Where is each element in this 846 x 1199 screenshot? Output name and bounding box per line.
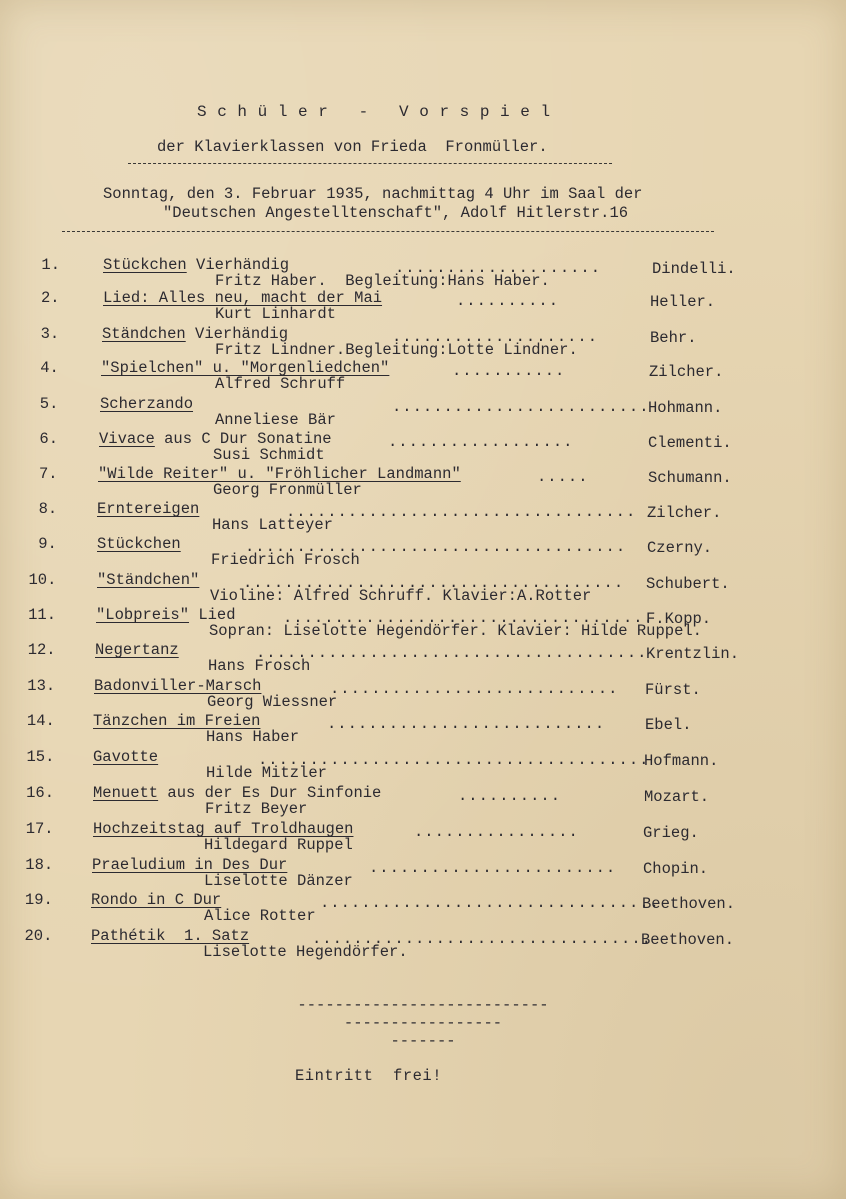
leader-dots: ......................................: [256, 644, 648, 662]
header-rule-1: [128, 163, 612, 164]
date-line-1: Sonntag, den 3. Februar 1935, nachmittag 4 Uhr im Saal der: [103, 185, 643, 203]
item-number: 18.: [25, 856, 54, 874]
piece-title: "Wilde Reiter" u. "Fröhlicher Landmann": [98, 465, 461, 483]
item-number: 1.: [41, 256, 60, 274]
item-number: 10.: [28, 571, 57, 589]
piece-note: aus C Dur Sonatine: [154, 430, 332, 448]
piece-title: Pathétik 1. Satz: [91, 927, 250, 945]
leader-dots: ............................: [330, 680, 619, 698]
composer: Zilcher.: [647, 504, 722, 522]
performer: Alice Rotter: [204, 907, 316, 925]
composer: Grieg.: [643, 824, 699, 842]
piece-note: aus der Es Dur Sinfonie: [158, 784, 382, 802]
piece-title: Ständchen: [102, 325, 186, 343]
leader-dots: ........................: [369, 859, 617, 877]
piece-line: [97, 535, 181, 553]
leader-dots: .....................................: [245, 538, 627, 556]
piece-title: Tänzchen im Freien: [93, 712, 261, 730]
footer-rule-3: -------: [390, 1032, 456, 1050]
performer: Fritz Beyer: [205, 800, 308, 818]
piece-title: Vivace: [99, 430, 155, 448]
item-number: 9.: [38, 535, 57, 553]
composer: Czerny.: [647, 539, 713, 557]
performer: Liselotte Hegendörfer.: [203, 943, 408, 961]
item-number: 17.: [25, 820, 54, 838]
leader-dots: ....................: [392, 328, 599, 346]
item-number: 19.: [24, 891, 53, 909]
performer: Violine: Alfred Schruff. Klavier:A.Rotter: [210, 587, 592, 605]
item-number: 6.: [39, 430, 58, 448]
item-number: 11.: [28, 606, 56, 624]
piece-line: [93, 748, 158, 766]
piece-line: [97, 571, 199, 589]
performer: Anneliese Bär: [215, 411, 336, 429]
performer: Hans Latteyer: [212, 516, 333, 534]
footer-rule-2: -----------------: [343, 1014, 503, 1032]
item-number: 20.: [24, 927, 53, 945]
performer: Hildegard Ruppel: [204, 836, 353, 854]
item-number: 2.: [40, 289, 60, 307]
piece-note: Lied: [189, 606, 236, 624]
document-title: S c h ü l e r - V o r s p i e l: [197, 103, 551, 121]
performer: Georg Fronmüller: [213, 481, 362, 499]
performer: Kurt Linhardt: [215, 305, 336, 323]
composer: Ebel.: [645, 716, 692, 734]
leader-dots: ................: [414, 823, 579, 841]
leader-dots: ....................................: [283, 609, 654, 627]
item-number: 13.: [27, 677, 56, 695]
performer: Hans Haber: [206, 728, 300, 746]
document-subtitle: der Klavierklassen von Frieda Fronmüller.: [157, 138, 548, 156]
composer: Beethoven.: [642, 895, 736, 913]
composer: Beethoven.: [641, 931, 735, 949]
composer: Chopin.: [643, 860, 709, 878]
leader-dots: ..................: [388, 433, 574, 451]
item-number: 8.: [38, 500, 58, 518]
performer: Hilde Mitzler: [206, 764, 327, 782]
piece-line: [95, 641, 179, 659]
item-number: 3.: [40, 325, 60, 343]
piece-title: "Spielchen" u. "Morgenliedchen": [101, 359, 390, 377]
leader-dots: .................................: [320, 894, 660, 912]
piece-note: Vierhändig: [186, 256, 290, 274]
date-line-2: "Deutschen Angestelltenschaft", Adolf Hitlerstr.16: [163, 204, 629, 222]
performer: Fritz Lindner.Begleitung:Lotte Lindner.: [215, 341, 578, 359]
composer: Dindelli.: [652, 260, 736, 278]
piece-title: Stückchen: [103, 256, 187, 274]
composer: Zilcher.: [649, 363, 724, 381]
composer: Schubert.: [646, 575, 730, 593]
composer: Krentzlin.: [646, 645, 740, 663]
piece-title: Praeludium in Des Dur: [92, 856, 288, 874]
performer: Hans Frosch: [208, 657, 311, 675]
composer: Schumann.: [648, 469, 732, 487]
piece-title: "Lobpreis": [96, 606, 190, 624]
piece-title: Menuett: [93, 784, 159, 802]
leader-dots: ....................: [395, 259, 602, 277]
piece-title: Hochzeitstag auf Troldhaugen: [93, 820, 354, 838]
item-number: 15.: [26, 748, 55, 766]
performer: Susi Schmidt: [213, 446, 325, 464]
leader-dots: ..........: [458, 787, 562, 805]
piece-title: "Ständchen": [97, 571, 200, 589]
item-number: 16.: [26, 784, 54, 802]
composer: Clementi.: [648, 434, 732, 452]
piece-title: Gavotte: [93, 748, 159, 766]
performer: Sopran: Liselotte Hegendörfer. Klavier: Hilde Ruppel.: [209, 622, 702, 640]
piece-note: Vierhändig: [185, 325, 289, 343]
item-number: 7.: [38, 465, 58, 483]
piece-title: Rondo in C Dur: [91, 891, 222, 909]
composer: Behr.: [650, 329, 697, 347]
header-rule-2: [62, 231, 714, 232]
piece-line: [97, 500, 199, 518]
piece-title: Lied: Alles neu, macht der Mai: [103, 289, 383, 307]
performer: Alfred Schruff: [215, 375, 346, 393]
piece-title: Stückchen: [97, 535, 181, 553]
piece-line: [100, 395, 193, 413]
piece-line: [91, 891, 221, 909]
leader-dots: .....: [537, 468, 589, 486]
footer-rule-1: ---------------------------: [297, 996, 549, 1014]
performer: Fritz Haber. Begleitung:Hans Haber.: [215, 272, 550, 290]
composer: Fürst.: [645, 681, 701, 699]
leader-dots: ..................................: [286, 503, 637, 521]
piece-title: Scherzando: [100, 395, 194, 413]
item-number: 12.: [27, 641, 56, 659]
item-number: 5.: [39, 395, 59, 413]
leader-dots: .....................................: [243, 574, 625, 592]
item-number: 14.: [26, 712, 55, 730]
piece-title: Negertanz: [95, 641, 179, 659]
leader-dots: .........................: [392, 398, 650, 416]
leader-dots: .................................: [312, 930, 652, 948]
composer: Hohmann.: [648, 399, 723, 417]
leader-dots: ...........................: [327, 715, 606, 733]
composer: Hofmann.: [644, 752, 719, 770]
leader-dots: ......................................: [258, 751, 650, 769]
composer: F.Kopp.: [646, 610, 712, 628]
composer: Mozart.: [644, 788, 710, 806]
performer: Liselotte Dänzer: [204, 872, 353, 890]
performer: Friedrich Frosch: [211, 551, 360, 569]
item-number: 4.: [40, 359, 59, 377]
composer: Heller.: [650, 293, 716, 311]
leader-dots: ...........: [452, 362, 566, 380]
admission-note: Eintritt frei!: [295, 1067, 443, 1085]
leader-dots: ..........: [456, 292, 560, 310]
piece-title: Erntereigen: [97, 500, 200, 518]
piece-title: Badonviller-Marsch: [94, 677, 262, 695]
performer: Georg Wiessner: [207, 693, 338, 711]
